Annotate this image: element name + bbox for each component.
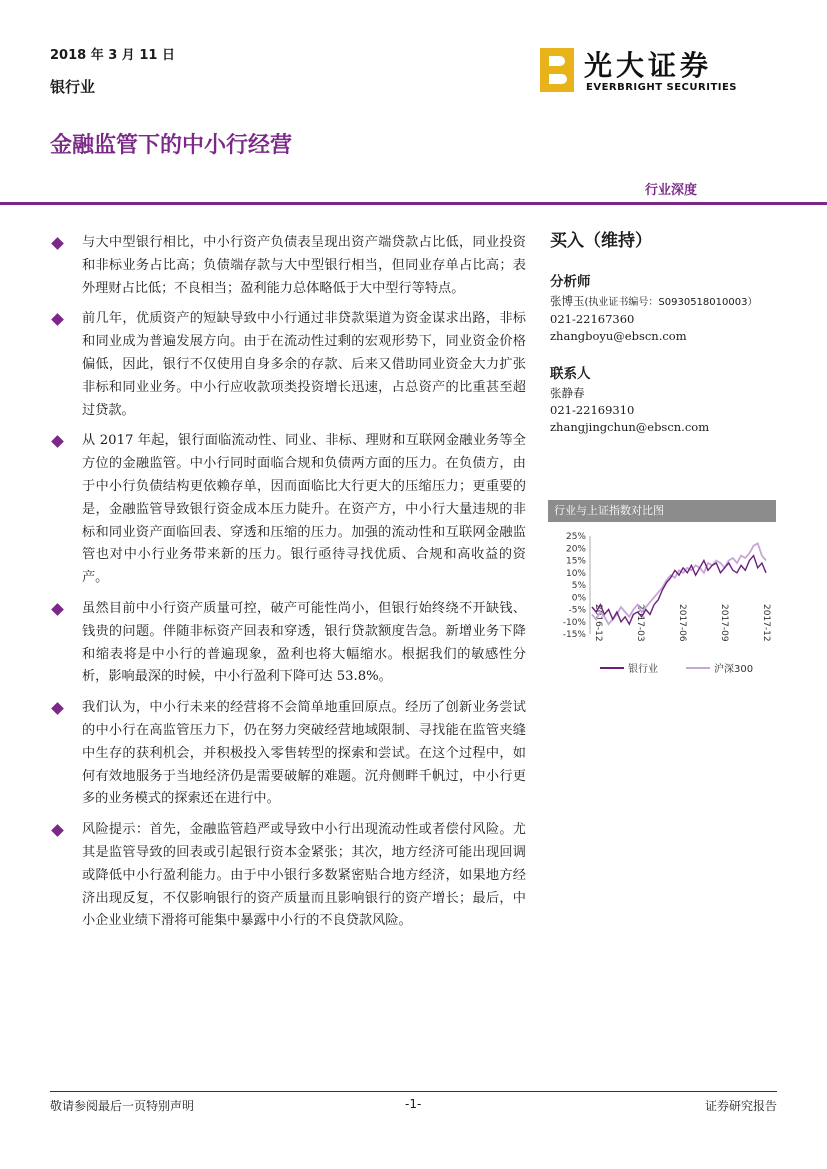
- y-tick-label: -15%: [562, 630, 586, 640]
- page-number: -1-: [405, 1097, 422, 1111]
- comparison-chart: [548, 500, 776, 686]
- bullet-text: 与大中型银行相比，中小行资产负债表呈现出资产端贷款占比低，同业投资和非标业务占比高；负债端存款与大中型银行相当，但同业存单占比高；表外理财占比低；不良相当；盈利能力总体略低于大中型行等特点。: [82, 235, 526, 296]
- y-tick-label: 10%: [565, 568, 586, 579]
- investment-rating: 买入（维持）: [550, 231, 652, 251]
- header-divider: [0, 202, 827, 205]
- company-logo: [540, 44, 770, 100]
- y-tick-label: -10%: [562, 617, 586, 628]
- x-tick-label: 2017-06: [677, 604, 687, 642]
- summary-bullet: [50, 819, 526, 933]
- contact-heading: 联系人: [550, 366, 591, 382]
- y-tick-label: 25%: [565, 532, 586, 542]
- bullet-text: 风险提示：首先，金融监管趋严或导致中小行出现流动性或者偿付风险。尤其是监管导致的回表或引起银行资本金紧张；其次，地方经济可能出现回调或降低中小行盈利能力。由于中小银行多数紧密贴合地方经济，如果地方经济出现反复，不仅影响银行的资产质量而且影响银行的资产增长；最后，中小企业业绩下滑将可能集中暴露中小行的不良贷款风险。: [82, 822, 526, 929]
- footer-disclaimer: 敬请参阅最后一页特别声明: [50, 1099, 195, 1113]
- diamond-bullet-icon: [51, 824, 64, 837]
- y-tick-label: -5%: [568, 605, 586, 616]
- footer-divider: [50, 1091, 777, 1092]
- analyst-heading: 分析师: [550, 274, 591, 290]
- analyst-name: 张博玉: [550, 294, 585, 308]
- logo-english-name: EVERBRIGHT SECURITIES: [586, 82, 738, 93]
- contact-info: [550, 385, 709, 436]
- diamond-bullet-icon: [51, 702, 64, 715]
- logo-mark-icon: [540, 48, 574, 92]
- bullet-text: 前几年，优质资产的短缺导致中小行通过非贷款渠道为资金谋求出路，非标和同业成为普遍发展方向。由于在流动性过剩的宏观形势下，同业资金价格偏低，因此，银行不仅使用自身多余的存款、后来又借助同业资金大力扩张非标和同业业务。中小行应收款项类投资增长迅速，占总资产的比重甚至超过贷款。: [82, 311, 526, 418]
- contact-phone: 021-22169310: [550, 403, 635, 417]
- contact-email[interactable]: zhangjingchun@ebscn.com: [550, 420, 710, 434]
- diamond-bullet-icon: [51, 237, 64, 250]
- y-tick-label: 5%: [571, 581, 586, 591]
- report-title: 金融监管下的中小行经营: [50, 133, 293, 158]
- bullet-text: 从 2017 年起，银行面临流动性、同业、非标、理财和互联网金融业务等全方位的金融监管。中小行同时面临合规和负债两方面的压力。在负债方，由于中小行负债结构更依赖存单，因而面临比大行更大的压缩压力；更重要的是，金融监管导致银行资金成本压力陡升。在资产方，中小行大量违规的非标和同业资产面临回表、穿透和压缩的压力。加强的流动性和互联网金融监管也对中小行业务带来新的压力。银行亟待寻找优质、合规和高收益的资产。: [82, 433, 526, 586]
- industry-label: 银行业: [50, 78, 96, 96]
- contact-name: 张静春: [550, 386, 585, 400]
- diamond-bullet-icon: [51, 314, 64, 327]
- analyst-cert: (执业证书编号：S0930518010003）: [584, 297, 758, 308]
- diamond-bullet-icon: [51, 603, 64, 616]
- bullet-text: 虽然目前中小行资产质量可控，破产可能性尚小，但银行始终绕不开缺钱、钱贵的问题。伴随非标资产回表和穿透，银行贷款额度告急。新增业务下降和缩表将是中小行的普遍现象，盈利也将大幅缩水。根据我们的敏感性分析，影响最深的时候，中小行盈利下降可达 53.8%。: [82, 600, 526, 685]
- analyst-phone: 021-22167360: [550, 312, 635, 326]
- x-tick-label: 2016-12: [593, 604, 603, 642]
- analyst-info: [550, 293, 757, 345]
- x-tick-label: 2017-12: [761, 604, 771, 642]
- y-tick-label: 20%: [565, 544, 586, 555]
- logo-chinese-name: 光大证券: [584, 49, 713, 82]
- summary-bullet: [50, 308, 526, 422]
- footer-report-label: 证券研究报告: [704, 1099, 777, 1113]
- y-tick-label: 0%: [571, 593, 586, 604]
- diamond-bullet-icon: [51, 436, 64, 449]
- summary-bullet: [50, 232, 526, 300]
- summary-bullet: [50, 430, 526, 590]
- legend-label: 银行业: [628, 664, 658, 675]
- analyst-email[interactable]: zhangboyu@ebscn.com: [550, 329, 687, 343]
- report-date: 2018 年 3 月 11 日: [50, 48, 175, 63]
- chart-title: 行业与上证指数对比图: [548, 500, 776, 522]
- x-tick-label: 2017-09: [719, 604, 729, 642]
- summary-bullet: [50, 598, 526, 689]
- bullet-text: 我们认为，中小行未来的经营将不会简单地重回原点。经历了创新业务尝试的中小行在高监管压力下，仍在努力突破经营地域限制、寻找能在监管夹缝中生存的获利机会，并积极投入零售转型的探索和尝试。在这个过程中，如何有效地服务于当地经济仍是需要破解的难题。沉舟侧畔千帆过，中小行更多的业务模式的探索还在进行中。: [82, 700, 526, 807]
- chart-plot: [548, 522, 776, 686]
- legend-label: 沪深300: [714, 664, 754, 675]
- y-tick-label: 15%: [565, 556, 586, 567]
- summary-bullet: [50, 697, 526, 811]
- x-tick-label: 2017-03: [635, 604, 645, 642]
- report-type: 行业深度: [644, 183, 697, 198]
- summary-bullets: [50, 232, 526, 941]
